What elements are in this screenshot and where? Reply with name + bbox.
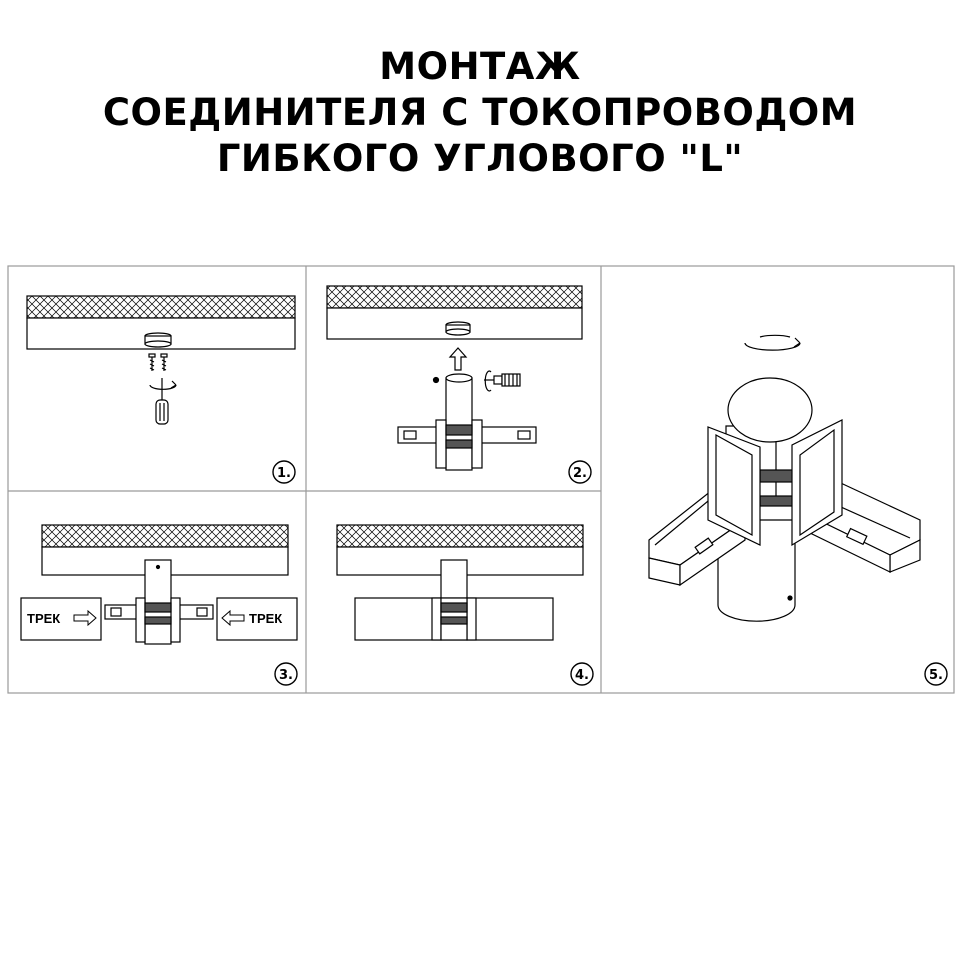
title-line-3: ГИБКОГО УГЛОВОГО "L" <box>216 137 744 180</box>
screws <box>149 354 167 371</box>
rotate-arrow-icon <box>745 335 800 350</box>
step-1-panel <box>27 296 295 483</box>
connector-body <box>398 374 536 470</box>
svg-text:1.: 1. <box>277 466 291 481</box>
screwdriver-icon <box>150 378 176 424</box>
mounting-base <box>145 333 171 347</box>
up-arrow-icon <box>450 348 466 370</box>
step-2-panel <box>327 286 591 483</box>
title-line-2: СОЕДИНИТЕЛЯ С ТОКОПРОВОДОМ <box>102 91 858 134</box>
svg-text:3.: 3. <box>279 668 293 683</box>
step-4-panel <box>337 525 593 685</box>
mounting-base <box>446 322 470 335</box>
svg-text:5.: 5. <box>929 668 943 683</box>
title-line-1: МОНТАЖ <box>379 45 581 88</box>
track-right-label: ТРЕК <box>249 611 283 626</box>
svg-text:4.: 4. <box>575 668 589 683</box>
step-3-badge <box>275 663 297 685</box>
step-2-badge <box>569 461 591 483</box>
step-5-panel <box>649 335 947 685</box>
step-1-badge <box>273 461 295 483</box>
step-4-badge <box>571 663 593 685</box>
step-5-badge <box>925 663 947 685</box>
svg-text:2.: 2. <box>573 466 587 481</box>
track-left-label: ТРЕК <box>27 611 61 626</box>
track-right <box>217 598 297 640</box>
step-3-panel <box>21 525 297 685</box>
track-left <box>21 598 101 640</box>
